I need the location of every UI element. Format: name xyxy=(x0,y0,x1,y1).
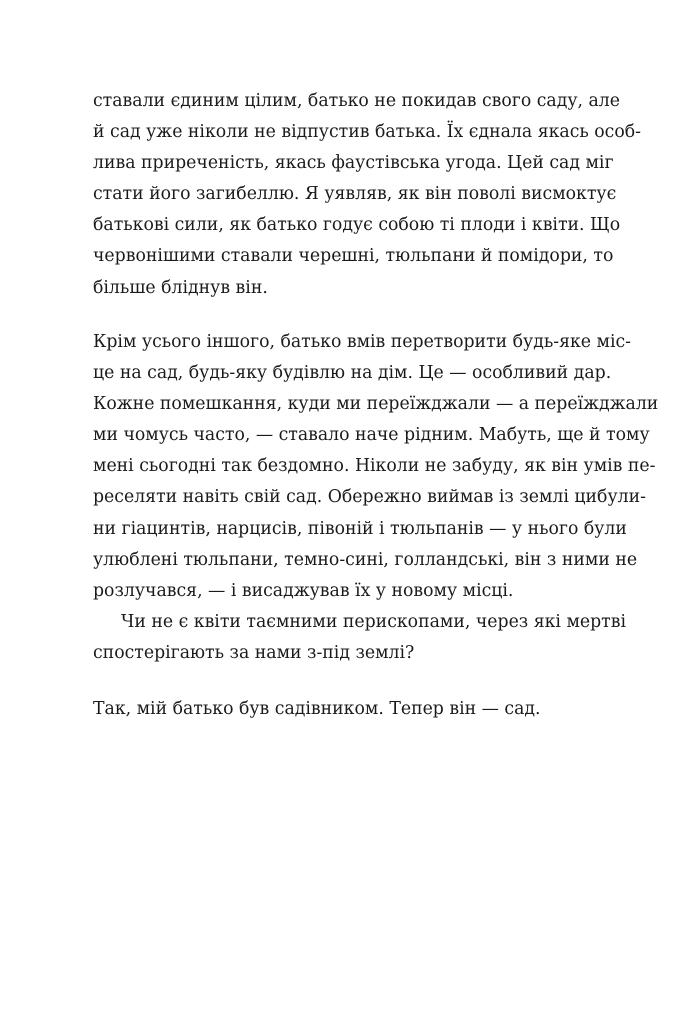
paragraph-1 xyxy=(93,86,642,304)
text-line: батькові сили, як батько годує собою ті плоди і квіти. Що xyxy=(93,215,621,236)
text-line: розлучався, — і висаджував їх у новому місці. xyxy=(93,580,514,601)
text-line: мені сьогодні так бездомно. Ніколи не забуду, як він умів пе- xyxy=(93,456,656,477)
text-line: це на сад, будь-яку будівлю на дім. Це — особливий дар. xyxy=(93,363,612,384)
paragraph-2 xyxy=(93,327,659,669)
paragraph-4 xyxy=(93,694,602,725)
text-line: ми чомусь часто, — ставало наче рідним. Мабуть, ще й тому xyxy=(93,425,650,446)
text-line: стати його загибеллю. Я уявляв, як він поволі висмоктує xyxy=(93,184,617,205)
text-line: ни гіацинтів, нарцисів, півоній і тюльпанів — у нього були xyxy=(93,518,627,539)
text-line: Так, мій батько був садівником. Тепер він — сад. xyxy=(93,699,541,719)
text-line: реселяти навіть свій сад. Обережно виймав із землі цибули- xyxy=(93,487,646,508)
text-line: лива приреченість, якась фаустівська угода. Цей сад міг xyxy=(93,153,614,174)
text-line: більше бліднув він. xyxy=(93,277,268,298)
text-line: спостерігають за нами з-під землі? xyxy=(93,642,415,663)
text-line: Кожне помешкання, куди ми переїжджали — а переїжджали xyxy=(93,394,659,415)
text-line: Чи не є квіти таємними перископами, через які мертві xyxy=(121,611,626,632)
text-line: ставали єдиним цілим, батько не покидав свого саду, але xyxy=(93,91,621,111)
text-line: й сад уже ніколи не відпустив батька. Їх єднала якась особ- xyxy=(93,122,642,143)
text-line: улюблені тюльпани, темно-сині, голландські, він з ними не xyxy=(93,549,638,570)
text-line: Крім усього іншого, батько вмів перетворити будь-яке міс- xyxy=(93,332,632,352)
text-line: червонішими ставали черешні, тюльпани й помідори, то xyxy=(93,246,614,267)
